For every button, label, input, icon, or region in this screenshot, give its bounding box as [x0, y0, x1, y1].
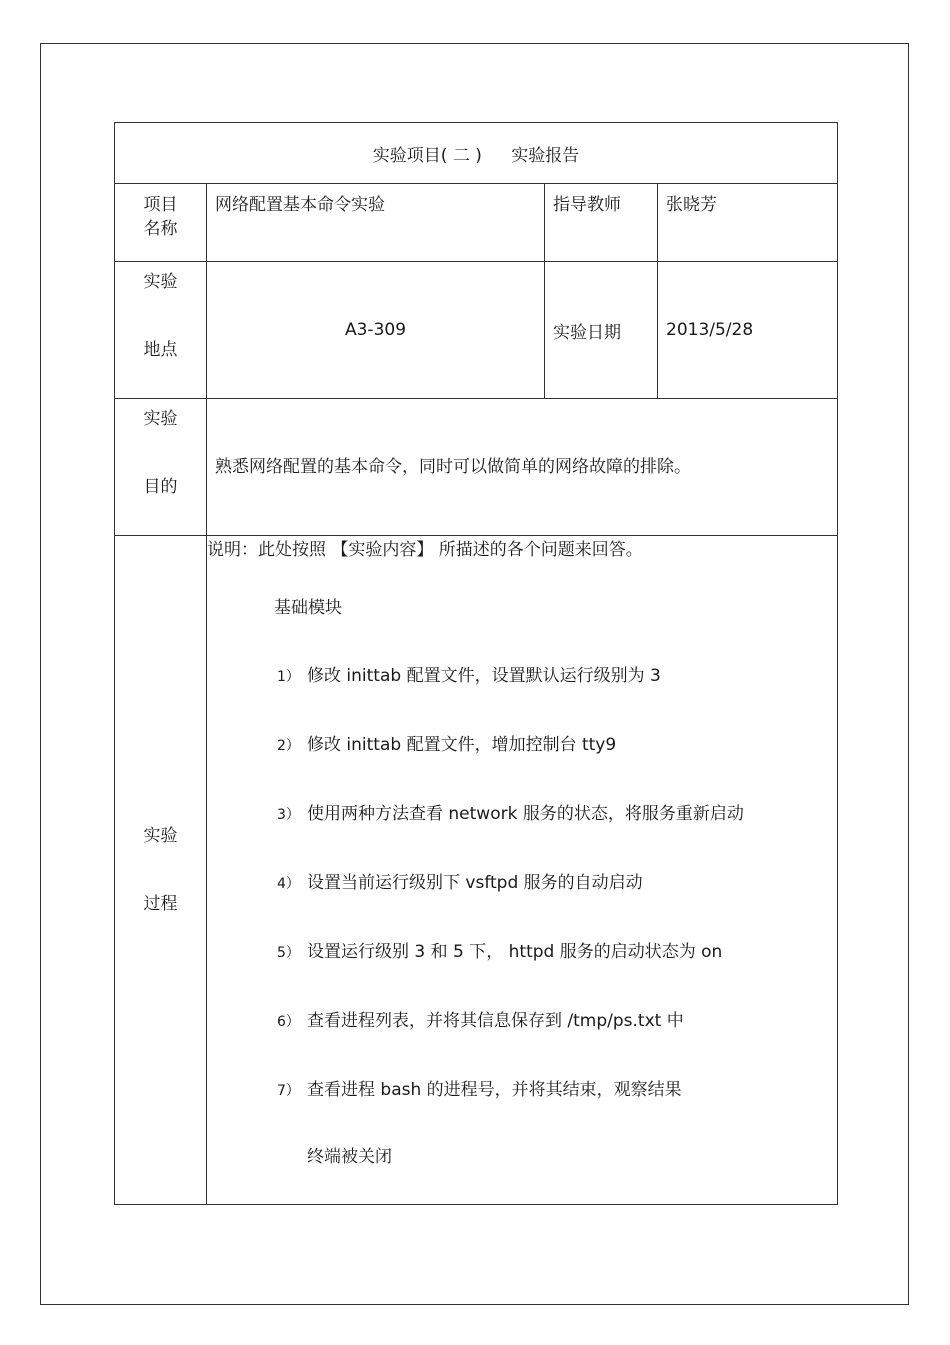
step-item: 4） 设置当前运行级别下 vsftpd 服务的自动启动: [277, 873, 643, 893]
date-label: 实验日期: [545, 262, 658, 399]
project-name-label: 项目 名称: [115, 184, 207, 262]
date-value: 2013/5/28: [658, 262, 838, 399]
step-continuation: 终端被关闭: [307, 1147, 392, 1167]
title-suffix: 实验报告: [511, 145, 580, 166]
report-table: [114, 122, 838, 1205]
teacher-label: 指导教师: [545, 184, 658, 262]
teacher-value: 张晓芳: [658, 184, 838, 262]
step-item: 5） 设置运行级别 3 和 5 下， httpd 服务的启动状态为 on: [277, 942, 723, 962]
purpose-label: 实验 目的: [115, 399, 207, 536]
step-item: 2） 修改 inittab 配置文件，增加控制台 tty9: [277, 735, 617, 755]
project-name-value: 网络配置基本命令实验: [207, 184, 545, 262]
place-label: 实验 地点: [115, 262, 207, 399]
process-label: 实验 过程: [115, 536, 207, 1205]
process-content: [207, 536, 838, 1205]
process-note: 说明：此处按照 【实验内容】 所描述的各个问题来回答。: [207, 540, 643, 560]
step-item: 6） 查看进程列表，并将其信息保存到 /tmp/ps.txt 中: [277, 1011, 684, 1031]
title-main: 实验项目( 二 ): [372, 145, 482, 166]
module-title: 基础模块: [274, 598, 342, 618]
step-item: 7） 查看进程 bash 的进程号，并将其结束，观察结果: [277, 1080, 682, 1100]
purpose-value: 熟悉网络配置的基本命令，同时可以做简单的网络故障的排除。: [207, 399, 838, 536]
report-title: [115, 123, 838, 184]
place-value: A3-309: [207, 262, 545, 399]
step-item: 3） 使用两种方法查看 network 服务的状态，将服务重新启动: [277, 804, 744, 824]
step-item: 1） 修改 inittab 配置文件，设置默认运行级别为 3: [277, 666, 661, 686]
